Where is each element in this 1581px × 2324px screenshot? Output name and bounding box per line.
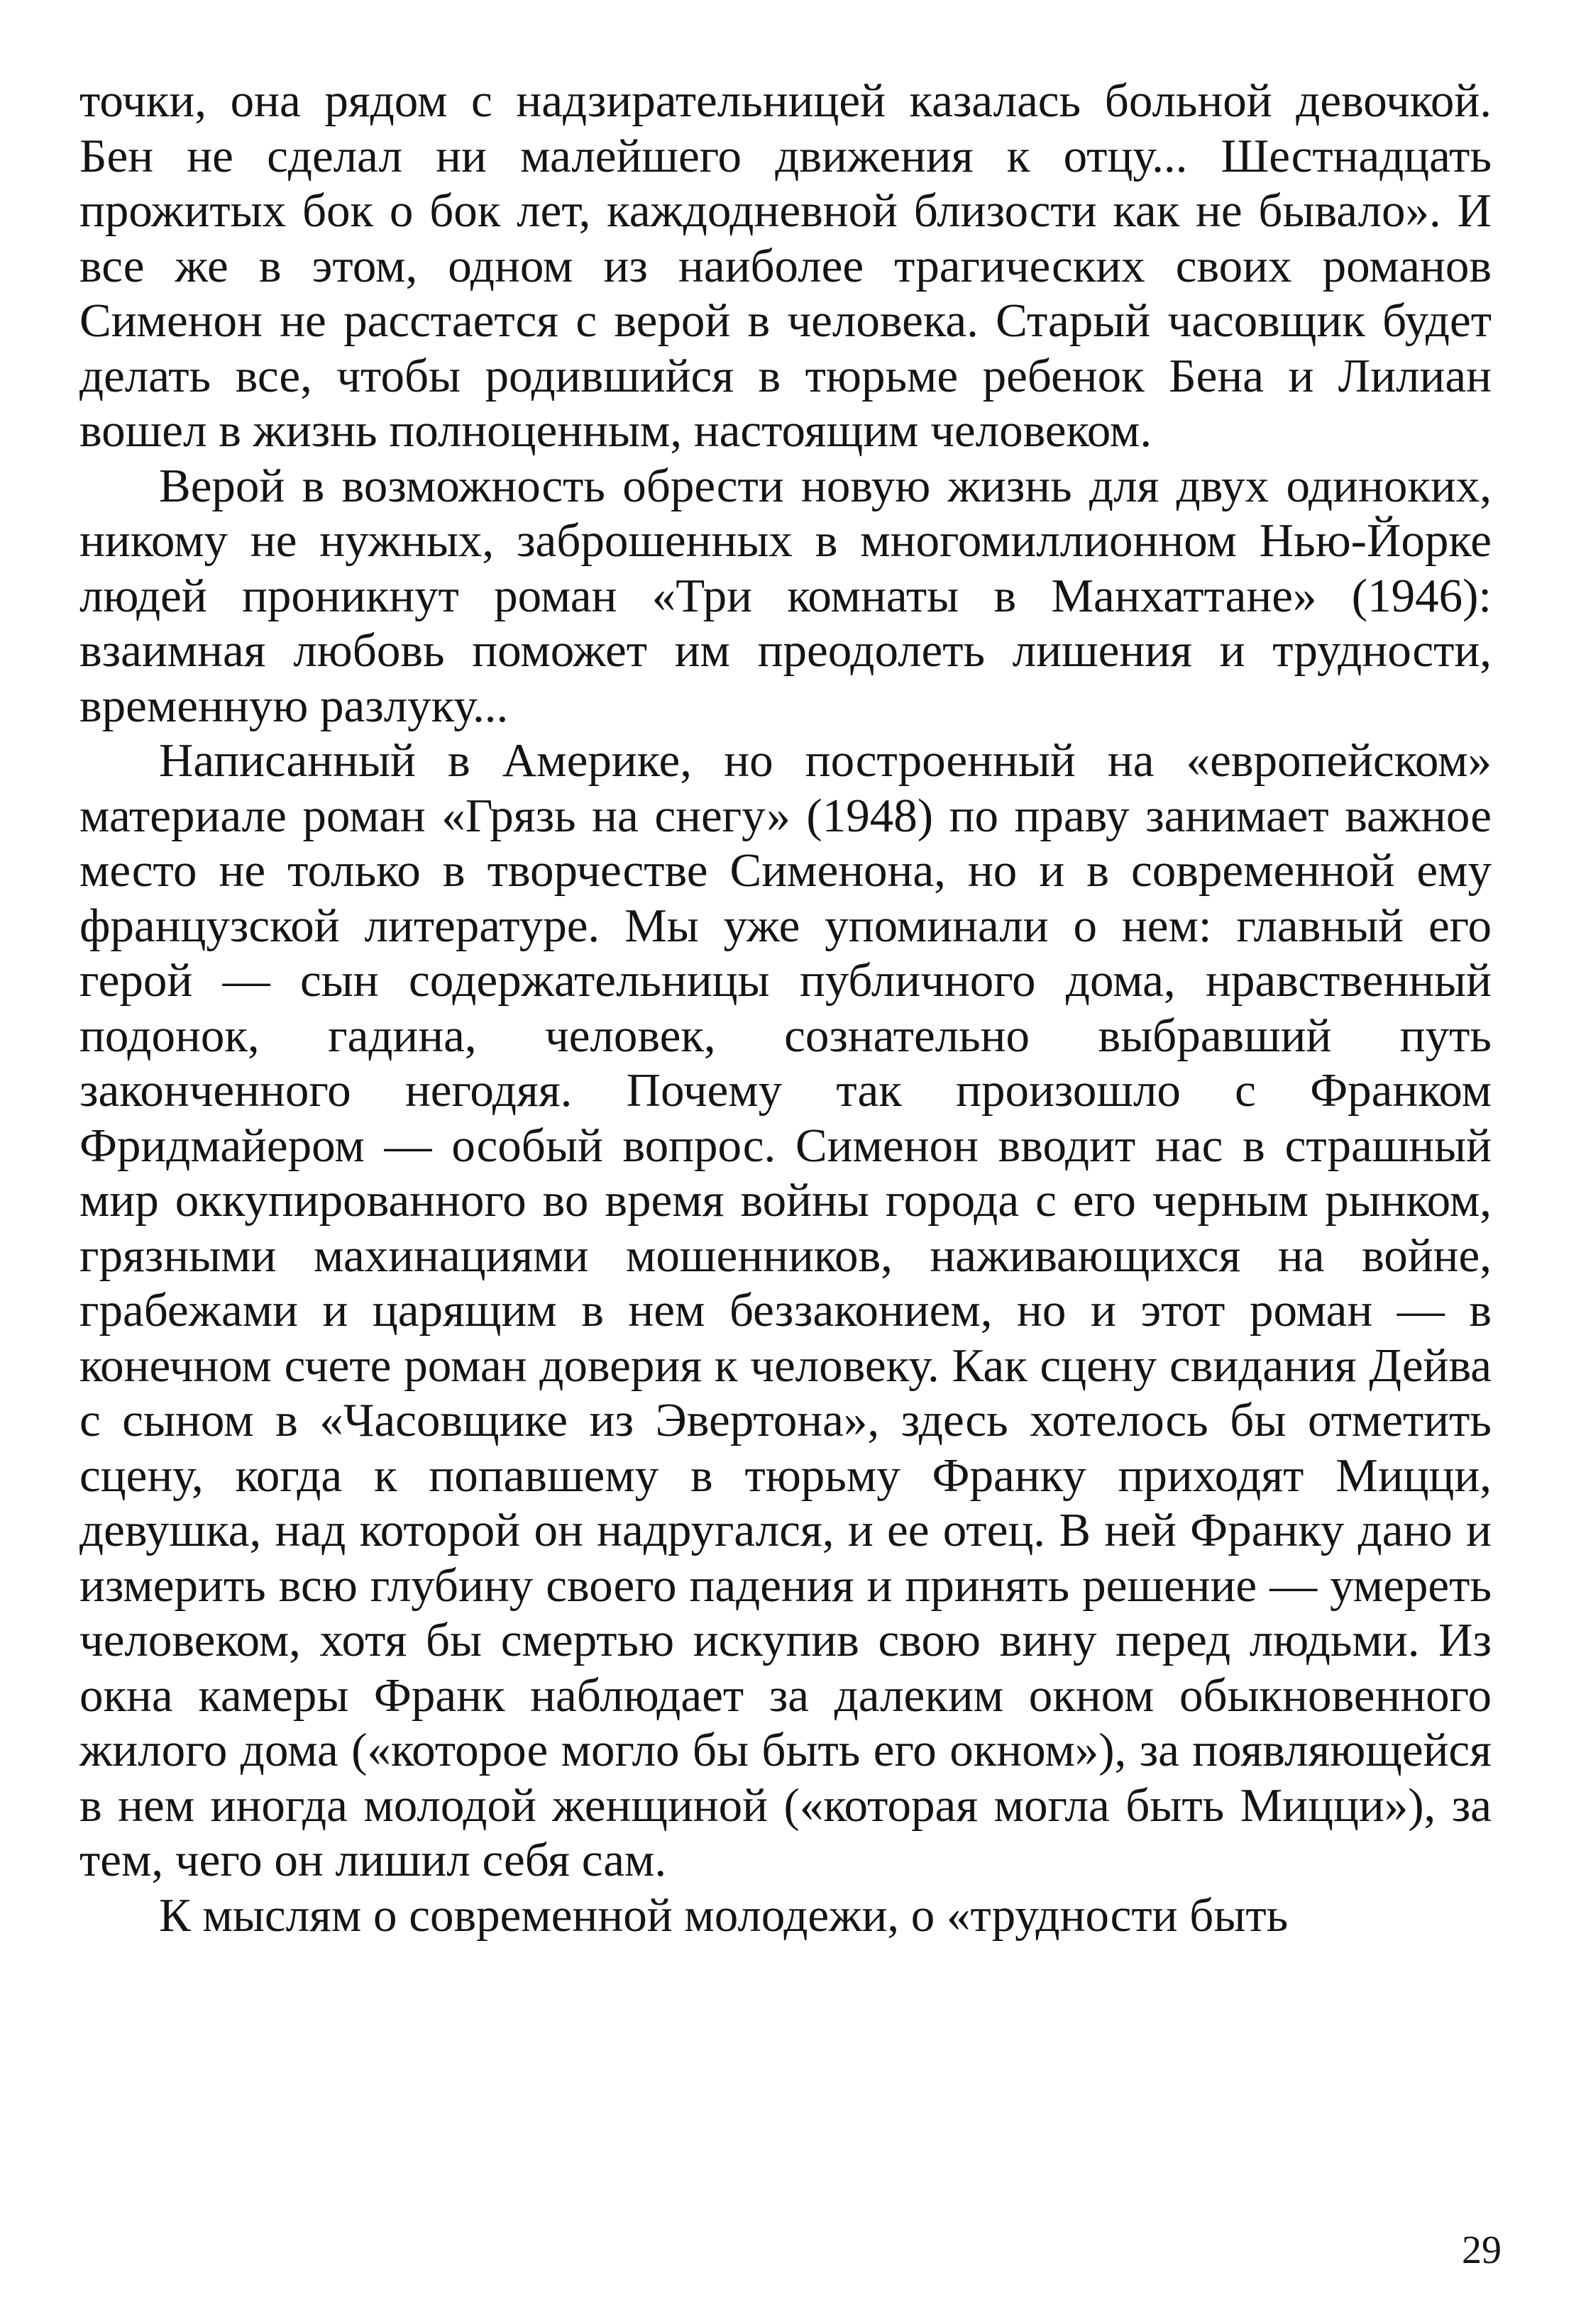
paragraph-2: Верой в возможность обрести новую жизнь для двух одиноких, никому не нужных, заброшенных в многомиллионном Нью-Йорке людей проникнут роман «Три комнаты в Манхаттане» (1946): взаимная любовь поможет им преодолеть лишения и трудности, временную разлуку... — [79, 459, 1492, 732]
paragraph-4: К мыслям о современной молодежи, о «трудности быть — [159, 1888, 1289, 1942]
paragraph-1: точки, она рядом с надзирательницей казалась больной девочкой. Бен не сделал ни малейшего движения к отцу... Шестнадцать прожитых бок о бок лет, каждодневной близости как не бывало». И все же в этом, одном из наиболее трагических своих романов Сименон не расстается с верой в человека. Старый часовщик будет делать все, чтобы родившийся в тюрьме ребенок Бена и Лилиан вошел в жизнь полноценным, настоящим человеком. — [79, 74, 1492, 457]
page-number: 29 — [1462, 2228, 1502, 2272]
paragraph-3: Написанный в Америке, но построенный на «европейском» материале роман «Грязь на снегу» (1948) по праву занимает важное место не только в творчестве Сименона, но и в современной ему французской литературе. Мы уже упоминали о нем: главный его герой — сын содержательницы публичного дома, нравственный подонок, гадина, человек, сознательно выбравший путь законченного негодяя. Почему так произошло с Франком Фридмайером — особый вопрос. Сименон вводит нас в страшный мир оккупированного во время войны города с его черным рынком, грязными махинациями мошенников, наживающихся на войне, грабежами и царящим в нем беззаконием, но и этот роман — в конечном счете роман доверия к человеку. Как сцену свидания Дейва с сыном в «Часовщике из Эвертона», здесь хотелось бы отметить сцену, когда к попавшему в тюрьму Франку приходят Мицци, девушка, над которой он надругался, и ее отец. В ней Франку дано и измерить всю глубину своего падения и принять решение — умереть человеком, хотя бы смертью искупив свою вину перед людьми. Из окна камеры Франк наблюдает за далеким окном обыкновенного жилого дома («которое могло бы быть его окном»), за появляющейся в нем иногда молодой женщиной («которая могла быть Мицци»), за тем, чего он лишил себя сам. — [79, 734, 1492, 1886]
page-body — [79, 74, 1492, 1943]
